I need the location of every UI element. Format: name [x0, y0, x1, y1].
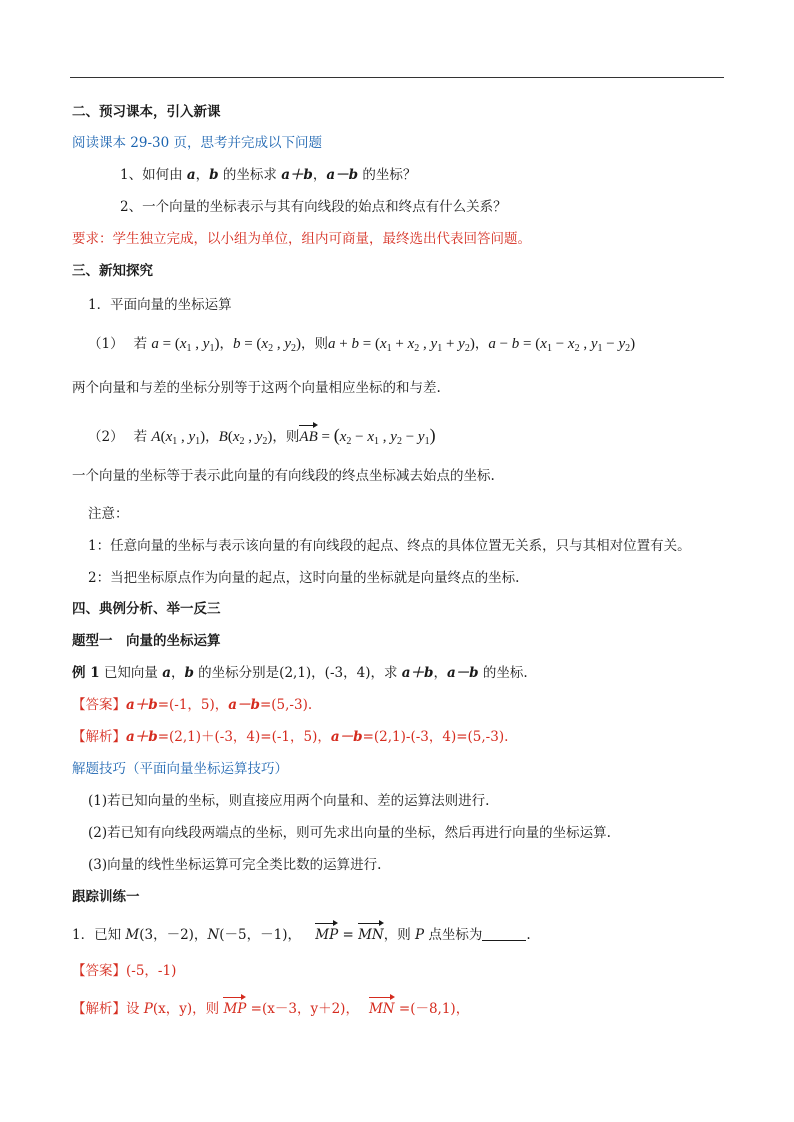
tip-3: (3)向量的线性坐标运算可完全类比数的运算进行. [88, 857, 382, 873]
practice-1-answer: 【答案】(-5，-1) [72, 963, 177, 979]
tip-2: (2)若已知有向线段两端点的坐标，则可先求出向量的坐标，然后再进行向量的坐标运算. [88, 825, 611, 841]
section-3-heading: 三、新知探究 [72, 263, 153, 279]
notice-2: 2：当把坐标原点作为向量的起点，这时向量的坐标就是向量终点的坐标. [88, 570, 520, 586]
practice-heading: 跟踪训练一 [72, 889, 140, 905]
endpoint-rule: 一个向量的坐标等于表示此向量的有向线段的终点坐标减去始点的坐标. [72, 468, 495, 484]
header-rule [70, 77, 724, 78]
reading-assignment: 阅读课本 29-30 页，思考并完成以下问题 [72, 135, 323, 151]
problem-type-1: 题型一 向量的坐标运算 [72, 633, 221, 649]
tip-1: (1)若已知向量的坐标，则直接应用两个向量和、差的运算法则进行. [88, 793, 490, 809]
example-1-solution: 【解析】a＋b=(2,1)＋(-3，4)=(-1，5)，a－b=(2,1)-(-3，4)=(5,-3). [72, 729, 509, 745]
notice-1: 1：任意向量的坐标与表示该向量的有向线段的起点、终点的具体位置无关系，只与其相对位置有关。 [88, 538, 691, 554]
notice-label: 注意： [88, 506, 129, 522]
section-4-heading: 四、典例分析、举一反三 [72, 601, 221, 617]
example-1: 例 1 已知向量 a，b 的坐标分别是(2,1)，(-3，4)，求 a＋b，a－b 的坐标. [72, 665, 528, 681]
question-2: 2、一个向量的坐标表示与其有向线段的始点和终点有什么关系？ [120, 199, 507, 215]
requirement-note: 要求：学生独立完成，以小组为单位，组内可商量，最终选出代表回答问题。 [72, 231, 531, 247]
question-1: 1、如何由 a，b 的坐标求 a＋b，a－b 的坐标？ [120, 167, 417, 183]
sum-difference-rule: 两个向量和与差的坐标分别等于这两个向量相应坐标的和与差. [72, 380, 441, 396]
formula-vector-from-points: （2） 若 $A(x_1$ , $y_1$)，$B(x_2$ , $y_2$)，则AB = ($x_2 - x_1$ , $y_2 - y_1$) [88, 425, 436, 447]
topic-coordinate-operations: 1．平面向量的坐标运算 [88, 297, 232, 313]
practice-1-solution: 【解析】设 P(x，y)，则 MP =(x－3，y＋2)， MN =(－8,1)， [72, 1001, 470, 1017]
example-1-answer: 【答案】a＋b=(-1，5)，a－b=(5,-3). [72, 697, 313, 713]
answer-blank [482, 927, 526, 941]
section-2-heading: 二、预习课本，引入新课 [72, 104, 221, 120]
formula-sum-difference: （1） 若 $a = (x_1$ , $y_1$)，$b = (x_2$ , $y_2$)，则$a + b = (x_1 + x_2$ , $y_1 + y_2$)，$a - b = (x_1 - x_2$ , $y_1 - y_2$) [88, 336, 636, 354]
solving-tips-title: 解题技巧（平面向量坐标运算技巧） [72, 761, 288, 777]
practice-1: 1．已知 M(3，－2)，N(－5，－1)， MP = MN，则 P 点坐标为 . [72, 927, 531, 943]
